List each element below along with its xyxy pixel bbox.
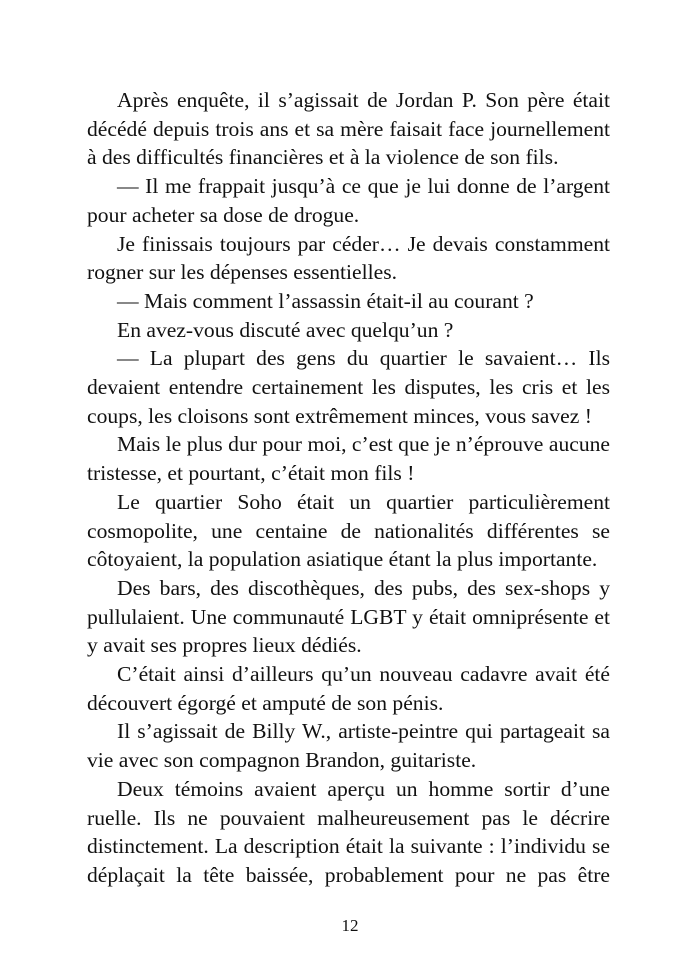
paragraph: — La plupart des gens du quartier le savaient… Ils devaient entendre certainement les disputes, les cris et les coups, les cloisons sont extrêmement minces, vous savez ! [87, 346, 610, 428]
page-number: 12 [341, 916, 359, 935]
page-body [87, 86, 610, 890]
paragraph: En avez-vous discuté avec quelqu’un ? [117, 317, 454, 342]
paragraph: Mais le plus dur pour moi, c’est que je n’éprouve aucune tristesse, et pourtant, c’était mon fils ! [87, 432, 610, 486]
paragraph: C’était ainsi d’ailleurs qu’un nouveau cadavre avait été découvert égorgé et amputé de son pénis. [87, 662, 610, 715]
paragraph: — Il me frappait jusqu’à ce que je lui donne de l’argent pour acheter sa dose de drogue. [87, 174, 610, 227]
paragraph: Après enquête, il s’agissait de Jordan P. Son père était décédé depuis trois ans et sa mère faisait face journellement à des difficultés financières et à la violence de son fils. [87, 88, 610, 170]
paragraph: Le quartier Soho était un quartier particulièrement cosmopolite, une centaine de nationalités différentes se côtoyaient, la population asiatique étant la plus importante. [87, 489, 610, 572]
paragraph: Deux témoins avaient aperçu un homme sortir d’une ruelle. Ils ne pouvaient malheureusement pas le décrire distinctement. La description était la suivante : l’individu se déplaçait la tête baissée, probablement pour ne pas être [87, 776, 610, 887]
paragraph: Il s’agissait de Billy W., artiste-peintre qui partageait sa vie avec son compagnon Brandon, guitariste. [87, 719, 610, 773]
paragraph: Je finissais toujours par céder… Je devais constamment rogner sur les dépenses essentielles. [87, 231, 610, 285]
paragraph: Des bars, des discothèques, des pubs, des sex-shops y pullulaient. Une communauté LGBT y était omniprésente et y avait ses propres lieux dédiés. [87, 575, 610, 658]
paragraph: — Mais comment l’assassin était-il au courant ? [117, 288, 534, 313]
